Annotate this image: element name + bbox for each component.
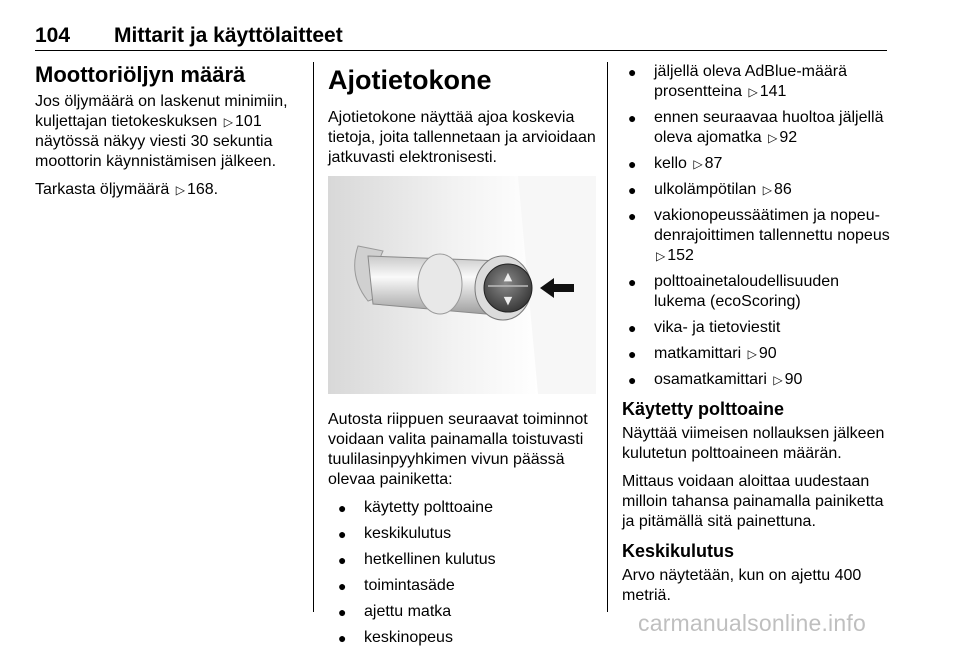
- list-item-text: osamatkamittari: [654, 371, 767, 388]
- wiper-stalk-illustration: [328, 176, 596, 394]
- list-item: [622, 272, 890, 312]
- list-item-text: kello: [654, 155, 687, 172]
- column-3: [622, 62, 890, 614]
- bullet-icon: ●: [338, 604, 347, 620]
- bullet-icon: ●: [628, 320, 637, 336]
- page-reference-link[interactable]: 152: [667, 247, 694, 264]
- paragraph-intro: Ajotietokone näyttää ajoa koskevia tietoja, joita tallennetaan ja arvioidaan jatkuvasti elektronisesti.: [328, 109, 596, 166]
- list-item: [328, 524, 596, 544]
- paragraph-average-consumption: Arvo näytetään, kun on ajettu 400 metriä.: [622, 567, 862, 604]
- paragraph-functions-intro: Autosta riippuen seuraavat toiminnot voidaan valita painamalla toistuvasti tuulilasinpyyhkimen vivun päässä olevaa painiketta:: [328, 411, 588, 488]
- reference-arrow-icon: ▷: [748, 85, 758, 99]
- page-reference-link[interactable]: 168.: [186, 181, 219, 198]
- list-item-text: jäljellä oleva AdBlue-määrä prosentteina: [654, 63, 847, 100]
- list-item: [622, 180, 890, 200]
- bullet-icon: ●: [628, 64, 637, 80]
- heading-oil-level: Moottoriöljyn määrä: [35, 62, 246, 87]
- list-item-text: keskinopeus: [364, 629, 453, 646]
- list-item: [622, 154, 890, 174]
- list-item-text: vakionopeussäätimen ja nopeu-denrajoittimen tallennettu nopeus: [654, 207, 890, 244]
- page-reference-link[interactable]: 86: [773, 181, 792, 198]
- reference-arrow-icon: ▷: [656, 249, 666, 263]
- list-item-text: käytetty polttoaine: [364, 499, 493, 516]
- list-item: [622, 344, 890, 364]
- list-item: [328, 498, 596, 518]
- paragraph-oil-warning: [35, 92, 297, 172]
- page-number: 104: [35, 24, 71, 47]
- list-item: [328, 576, 596, 596]
- reference-arrow-icon: ▷: [773, 373, 783, 387]
- list-item-text: hetkellinen kulutus: [364, 551, 496, 568]
- watermark-text: carmanualsonline.info: [638, 610, 866, 636]
- list-item: [328, 550, 596, 570]
- reference-arrow-icon: ▷: [768, 131, 778, 145]
- reference-arrow-icon: ▷: [175, 183, 185, 197]
- list-item: [622, 206, 890, 266]
- paragraph-check-oil: [35, 180, 297, 200]
- reference-arrow-icon: ▷: [747, 347, 757, 361]
- page-reference-link[interactable]: 87: [704, 155, 723, 172]
- page-reference-link[interactable]: 90: [758, 345, 777, 362]
- bullet-icon: ●: [338, 630, 347, 646]
- reference-arrow-icon: ▷: [223, 115, 234, 129]
- page-reference-link[interactable]: 101: [235, 113, 262, 130]
- bullet-icon: ●: [628, 372, 637, 388]
- chapter-title: Mittarit ja käyttölaitteet: [114, 24, 343, 47]
- list-item: [622, 108, 890, 148]
- oil-warning-text: Jos öljymäärä on laskenut minimiin, kuljettajan tietokeskuksen: [35, 93, 288, 130]
- reference-arrow-icon: ▷: [762, 183, 772, 197]
- list-item: [622, 318, 890, 338]
- list-item-text: toimintasäde: [364, 577, 455, 594]
- column-2: [328, 62, 596, 656]
- list-item-text: matkamittari: [654, 345, 742, 362]
- bullet-icon: ●: [628, 110, 637, 126]
- list-item-text: vika- ja tietoviestit: [654, 319, 781, 336]
- bullet-icon: ●: [628, 346, 637, 362]
- bullet-icon: ●: [338, 526, 347, 542]
- list-item-text: ennen seuraavaa huoltoa jäljellä oleva ajomatka: [654, 109, 884, 146]
- bullet-icon: ●: [338, 552, 347, 568]
- paragraph-reset: Mittaus voidaan aloittaa uudestaan milloin tahansa painamalla painiketta ja pitämällä sitä painettuna.: [622, 473, 884, 530]
- bullet-icon: ●: [628, 182, 637, 198]
- bullet-icon: ●: [628, 156, 637, 172]
- column-divider: [313, 62, 314, 612]
- bullet-icon: ●: [628, 274, 637, 290]
- heading-trip-computer: Ajotietokone: [328, 65, 492, 95]
- check-oil-text: Tarkasta öljymäärä: [35, 181, 170, 198]
- list-item-text: ajettu matka: [364, 603, 452, 620]
- heading-average-consumption: Keskikulutus: [622, 541, 735, 561]
- reference-arrow-icon: ▷: [693, 157, 703, 171]
- column-1: [35, 62, 297, 208]
- svg-text:▼: ▼: [503, 294, 513, 307]
- page-reference-link[interactable]: 92: [779, 129, 798, 146]
- svg-text:▲: ▲: [503, 270, 513, 283]
- page-reference-link[interactable]: 141: [759, 83, 787, 100]
- list-item-text: ulkolämpötilan: [654, 181, 757, 198]
- list-item: [328, 628, 596, 648]
- bullet-icon: ●: [338, 500, 347, 516]
- list-item-text: keskikulutus: [364, 525, 452, 542]
- page-header: [35, 24, 887, 51]
- paragraph-fuel-used: Näyttää viimeisen nollauksen jälkeen kulutetun polttoaineen määrän.: [622, 425, 885, 462]
- list-item: [622, 370, 890, 390]
- bullet-icon: ●: [628, 208, 637, 224]
- list-item: [622, 62, 890, 102]
- bullet-icon: ●: [338, 578, 347, 594]
- function-list: [328, 498, 596, 648]
- heading-fuel-used: Käytetty polttoaine: [622, 399, 785, 419]
- display-list: [622, 62, 890, 390]
- list-item: [328, 602, 596, 622]
- page-reference-link[interactable]: 90: [784, 371, 803, 388]
- column-divider: [607, 62, 608, 612]
- list-item-text: polttoainetaloudellisuuden lukema (ecoScoring): [654, 273, 840, 310]
- oil-warning-tail: näytössä näkyy viesti 30 sekuntia moottorin käynnistämisen jälkeen.: [35, 133, 277, 170]
